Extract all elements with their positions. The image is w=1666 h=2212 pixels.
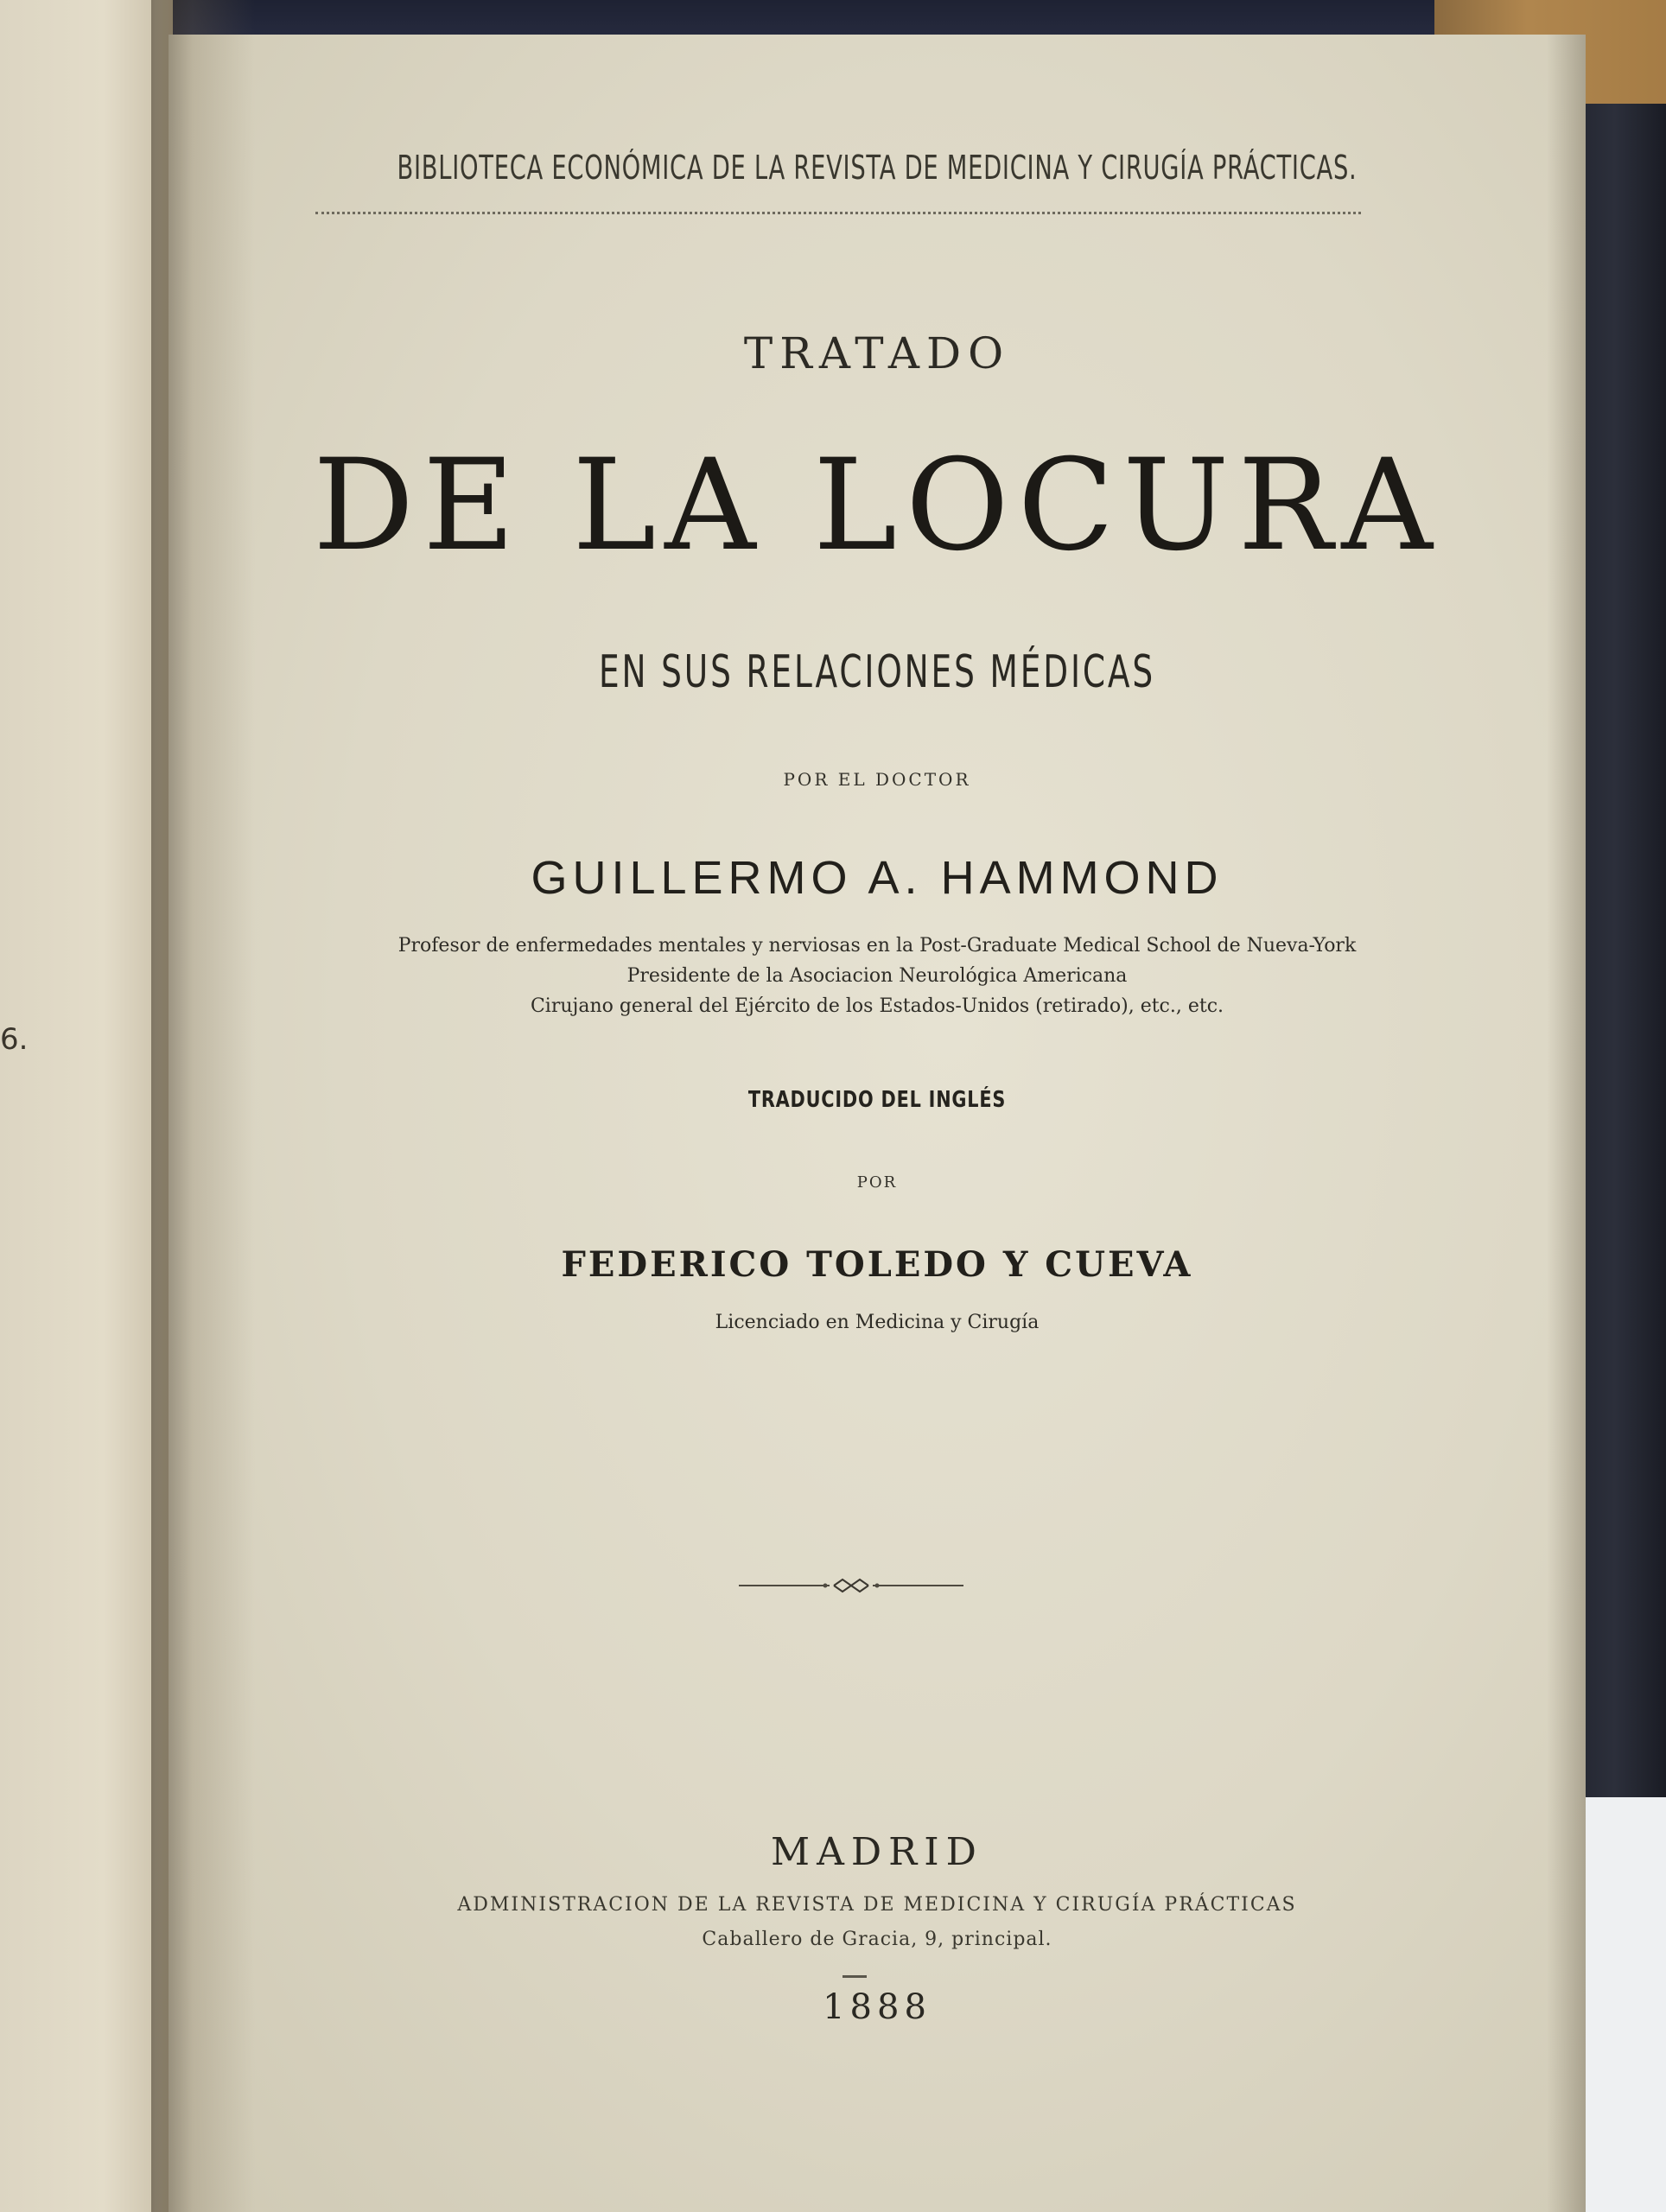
author-name: GUILLERMO A. HAMMOND <box>531 852 1224 904</box>
pretitle: TRATADO <box>743 328 1011 378</box>
translator-name: FEDERICO TOLEDO Y CUEVA <box>561 1244 1193 1285</box>
by-label: POR <box>856 1173 898 1192</box>
white-sheet <box>1573 1797 1666 2212</box>
publication-city: MADRID <box>771 1830 983 1874</box>
book-title: DE LA LOCURA <box>313 432 1441 579</box>
series-heading: BIBLIOTECA ECONÓMICA DE LA REVISTA DE MEDICINA Y CIRUGÍA PRÁCTICAS. <box>397 149 1358 187</box>
facing-page <box>0 0 173 2212</box>
publication-year: 1888 <box>823 1987 932 2027</box>
translated-note: TRADUCIDO DEL INGLÉS <box>747 1087 1007 1113</box>
author-credential: Profesor de enfermedades mentales y nerviosas en la Post-Graduate Medical School de Nueva-York <box>397 935 1357 957</box>
facing-page-fragment: 6. <box>0 1022 29 1057</box>
author-credential: Presidente de la Asociacion Neurológica Americana <box>626 965 1128 987</box>
translator-credentials: Licenciado en Medicina y Cirugía <box>715 1312 1040 1333</box>
publisher: ADMINISTRACION DE LA REVISTA DE MEDICINA Y CIRUGÍA PRÁCTICAS <box>457 1894 1297 1916</box>
series-rule <box>315 212 1361 214</box>
by-doctor-label: POR EL DOCTOR <box>783 769 971 790</box>
author-credential: Cirujano general del Ejército de los Estados-Unidos (retirado), etc., etc. <box>530 995 1224 1017</box>
ornament-divider <box>739 1573 963 1599</box>
publisher-address: Caballero de Gracia, 9, principal. <box>702 1929 1052 1950</box>
book-subtitle: EN SUS RELACIONES MÉDICAS <box>598 646 1156 698</box>
year-dash <box>843 1975 867 1978</box>
